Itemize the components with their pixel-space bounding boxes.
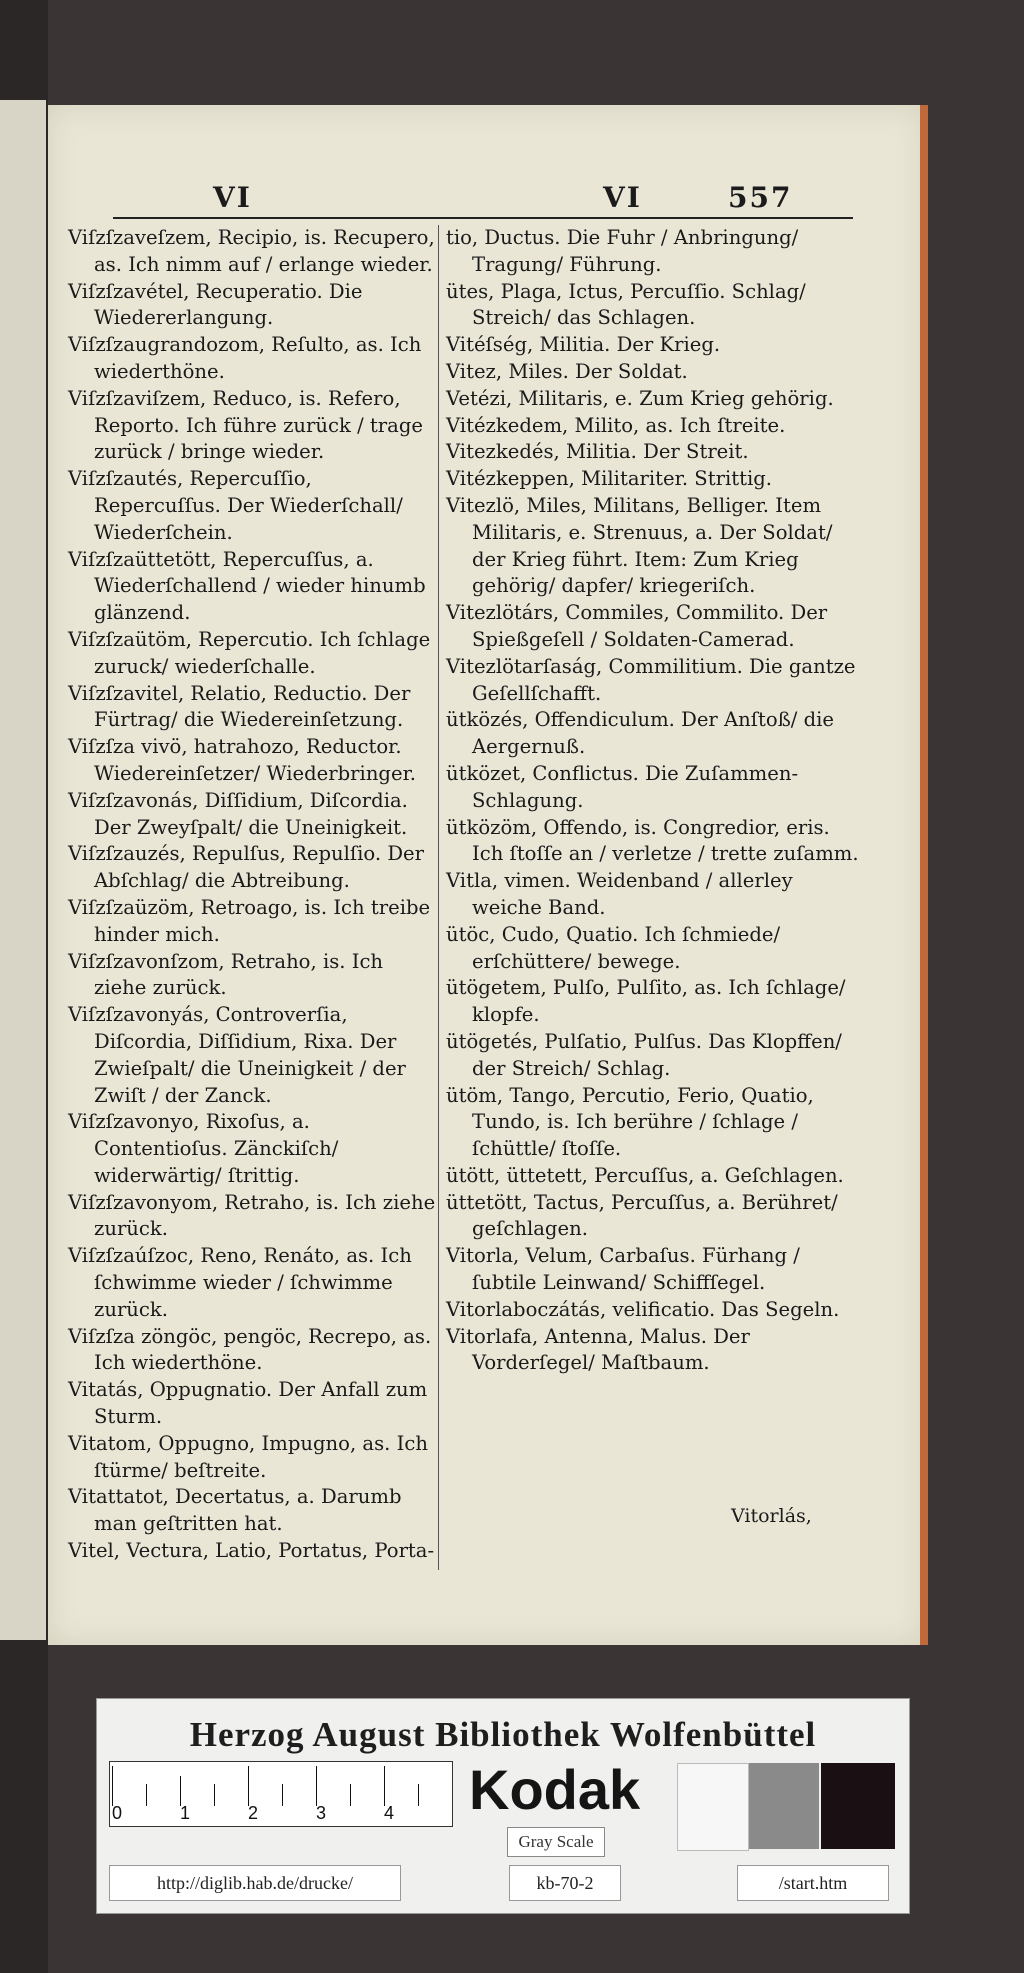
dictionary-entry: ütközöm, Offendo, is. Congredior, eris. Ich ſtoſſe an / verletze / trette zuſamm. — [446, 815, 859, 866]
dictionary-entry: Viſzſzavonyo, Rixoſus, a. Contentioſus. Zänckiſch/ widerwärtig/ ſtrittig. — [68, 1110, 339, 1187]
card-title: Herzog August Bibliothek Wolfenbüttel — [189, 1715, 817, 1754]
dictionary-entry: Viſzſza vivö, hatrahozo, Reductor. Wiedereinſetzer/ Wiederbringer. — [68, 735, 417, 785]
ruler-number: 1 — [180, 1803, 191, 1823]
gray-scale-label: Gray Scale — [507, 1827, 605, 1857]
dictionary-entry: ütögetem, Pulſo, Pulſito, as. Ich ſchlage/ klopfe. — [446, 976, 846, 1027]
ruler-number: 2 — [248, 1803, 259, 1823]
dictionary-entry: Vitla, vimen. Weidenband / allerley weiche Band. — [446, 869, 793, 919]
left-column — [68, 225, 436, 1565]
ruler-tick — [282, 1784, 283, 1806]
dictionary-entry: Vitezlötarſaság, Commilitium. Die gantze Geſellſchafft. — [446, 654, 856, 705]
dictionary-entry: ütött, üttetett, Percuſſus, a. Geſchlagen. — [446, 1163, 844, 1187]
dictionary-entry: Viſzſzauzés, Repulſus, Repulſio. Der Abſchlag/ die Abtreibung. — [68, 842, 424, 893]
page-number: 557 — [728, 181, 793, 214]
dictionary-entry: ütöc, Cudo, Quatio. Ich ſchmiede/ erſchüttere/ bewege. — [446, 922, 781, 973]
dictionary-entry: Viſzſza zöngöc, pengöc, Recrepo, as. Ich wiederthöne. — [68, 1324, 432, 1375]
dictionary-entry: ütöm, Tango, Percutio, Ferio, Quatio, Tundo, is. Ich berühre / ſchlage / ſchüttle/ ſtoſſe. — [446, 1083, 814, 1161]
book-page — [48, 105, 924, 1645]
dictionary-entry: Vitéſség, Militia. Der Krieg. — [446, 333, 721, 357]
dictionary-entry: Vitattatot, Decertatus, a. Darumb man geſtritten hat. — [68, 1485, 402, 1536]
dictionary-entry: Viſzſzaveſzem, Recipio, is. Recupero, as. Ich nimm auf / erlange wieder. — [68, 226, 435, 276]
url-label: http://diglib.hab.de/drucke/ — [109, 1865, 401, 1901]
dictionary-entry: Vitez, Miles. Der Soldat. — [446, 359, 688, 383]
header-rule — [113, 217, 853, 219]
ruler-tick — [180, 1776, 181, 1806]
dictionary-entry: Viſzſzaviſzem, Reduco, is. Refero, Reporto. Ich führe zurück / trage zurück / bringe wieder. — [68, 386, 423, 464]
library-color-card — [96, 1698, 910, 1914]
dictionary-entry: Vitel, Vectura, Latio, Portatus, Porta- — [68, 1539, 435, 1563]
dictionary-entry: üttetött, Tactus, Percuſſus, a. Berühret/ geſchlagen. — [446, 1190, 838, 1241]
dictionary-entry: Vitezlötárs, Commiles, Commilito. Der Spießgeſell / Soldaten-Camerad. — [446, 601, 828, 651]
ruler-number: 4 — [384, 1803, 395, 1823]
dictionary-entry: Viſzſzaúſzoc, Reno, Renáto, as. Ich ſchwimme wieder / ſchwimme zurück. — [68, 1244, 412, 1321]
dictionary-entry: ütes, Plaga, Ictus, Percuſſio. Schlag/ Streich/ das Schlagen. — [446, 279, 806, 330]
previous-page-edge — [0, 100, 46, 1640]
dictionary-entry: Viſzſzavonyás, Controverſia, Diſcordia, Diſſidium, Rixa. Der Zwieſpalt/ die Uneinigkeit / der Zwiſt / der Zanck. — [68, 1003, 406, 1107]
ruler-tick — [418, 1784, 419, 1806]
dictionary-entry: Viſzſzaüttetött, Repercuſſus, a. Wiederſchallend / wieder hinumb glänzend. — [68, 547, 426, 625]
header-center: VI — [603, 181, 642, 214]
dictionary-entry: Viſzſzavonſzom, Retraho, is. Ich ziehe zurück. — [68, 949, 384, 1000]
dictionary-entry: Viſzſzaütöm, Repercutio. Ich ſchlage zuruck/ wiederſchalle. — [68, 627, 431, 678]
kodak-logo: Kodak — [469, 1758, 641, 1821]
dictionary-entry: Viſzſzaugrandozom, Reſulto, as. Ich wiederthöne. — [68, 333, 422, 383]
gray-swatch-black — [821, 1763, 895, 1849]
gray-swatch-mid — [749, 1763, 819, 1849]
dictionary-entry: Vitorla, Velum, Carbaſus. Fürhang / ſubtile Leinwand/ Schiffſegel. — [446, 1244, 800, 1295]
start-label: /start.htm — [737, 1865, 889, 1901]
gray-swatch-white — [677, 1763, 749, 1851]
ruler-number: 3 — [316, 1803, 327, 1823]
page-edge — [920, 105, 928, 1645]
dictionary-entry: Vitorlafa, Antenna, Malus. Der Vorderſegel/ Maſtbaum. — [446, 1324, 750, 1375]
header-left: VI — [213, 181, 252, 214]
shelfmark-label: kb-70-2 — [509, 1865, 621, 1901]
ruler-number: 0 — [112, 1803, 123, 1823]
measure-ruler — [109, 1761, 453, 1827]
dictionary-entry: tio, Ductus. Die Fuhr / Anbringung/ Tragung/ Führung. — [446, 226, 799, 276]
dictionary-entry: Viſzſzavonyom, Retraho, is. Ich ziehe zurück. — [68, 1190, 436, 1241]
dictionary-entry: Vitézkeppen, Militariter. Strittig. — [446, 467, 772, 491]
dictionary-entry: Viſzſzavitel, Relatio, Reductio. Der Fürtrag/ die Wiedereinſetzung. — [68, 681, 411, 732]
catchword: Vitorlás, — [731, 1505, 812, 1527]
dictionary-entry: Viſzſzavonás, Diſſidium, Diſcordia. Der Zweyſpalt/ die Uneinigkeit. — [68, 788, 408, 839]
ruler-tick — [146, 1784, 147, 1806]
ruler-tick — [112, 1766, 113, 1806]
dictionary-entry: Vitatás, Oppugnatio. Der Anfall zum Sturm. — [68, 1378, 428, 1429]
right-column — [446, 225, 866, 1377]
ruler-tick — [248, 1766, 249, 1806]
dictionary-entry: Vitorlaboczátás, velificatio. Das Segeln. — [446, 1297, 840, 1321]
dictionary-entry: Vitezkedés, Militia. Der Streit. — [446, 440, 749, 464]
dictionary-entry: Vitezlö, Miles, Militans, Belliger. Item Militaris, e. Strenuus, a. Der Soldat/ der Krieg führt. Item: Zum Krieg gehörig/ dapfer/ kriegeriſch. — [446, 493, 833, 598]
dictionary-entry: Viſzſzaüzöm, Retroago, is. Ich treibe hinder mich. — [68, 895, 431, 946]
ruler-tick — [316, 1766, 317, 1806]
ruler-tick — [384, 1766, 385, 1806]
dictionary-entry: ütközet, Conflictus. Die Zuſammen-Schlagung. — [446, 761, 799, 812]
dictionary-entry: Viſzſzavétel, Recuperatio. Die Wiedererlangung. — [68, 279, 363, 330]
ruler-tick — [350, 1784, 351, 1806]
dictionary-entry: Viſzſzautés, Repercuſſio, Repercuſſus. Der Wiederſchall/ Wiederſchein. — [68, 467, 403, 544]
dictionary-entry: Vitézkedem, Milito, as. Ich ſtreite. — [446, 413, 786, 437]
dictionary-entry: ütögetés, Pulſatio, Pulſus. Das Klopffen/ der Streich/ Schlag. — [446, 1029, 842, 1080]
dictionary-entry: Vetézi, Militaris, e. Zum Krieg gehörig. — [446, 386, 834, 410]
column-divider — [438, 225, 439, 1570]
ruler-tick — [214, 1784, 215, 1806]
dictionary-entry: ütközés, Offendiculum. Der Anſtoß/ die Aergernuß. — [446, 708, 835, 759]
dictionary-entry: Vitatom, Oppugno, Impugno, as. Ich ſtürme/ beſtreite. — [68, 1431, 428, 1482]
